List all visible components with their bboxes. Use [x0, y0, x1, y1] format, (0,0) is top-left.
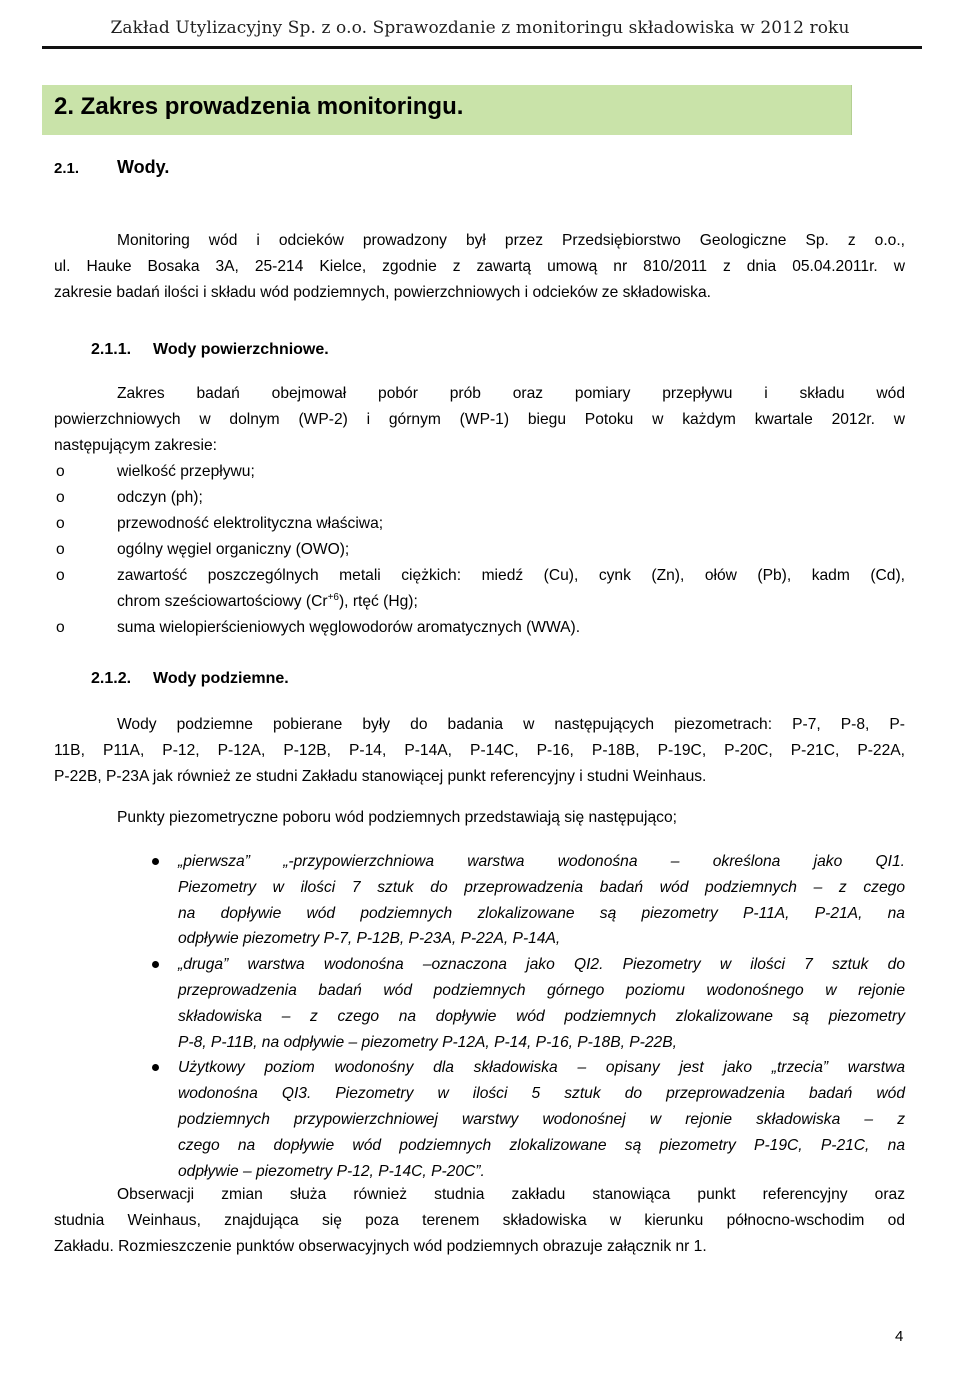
- bullet-line: wodonośna QI3. Piezometry w ilości 5 sztuk do przeprowadzenia badań wód: [178, 1085, 905, 1103]
- piezometer-intro: [54, 805, 905, 831]
- list-marker: o: [56, 489, 65, 506]
- bullet-line: Piezometry w ilości 7 sztuk do przeprowadzenia badań wód podziemnych – z czego: [178, 878, 905, 896]
- header-rule: [42, 46, 922, 49]
- list-marker: o: [56, 567, 65, 584]
- paragraph-line: Punkty piezometryczne poboru wód podziemnych przedstawiają się następująco;: [117, 809, 677, 826]
- list-item-text: zawartość poszczególnych metali ciężkich: miedź (Cu), cynk (Zn), ołów (Pb), kadm (Cd),: [117, 567, 905, 584]
- bullet-icon: [152, 858, 159, 865]
- subsection-number: 2.1.2.: [91, 670, 132, 687]
- list-marker: o: [56, 463, 65, 480]
- subsection-title: Wody powierzchniowe.: [153, 341, 329, 358]
- subsection-title: Wody podziemne.: [153, 670, 289, 687]
- bullet-line: podziemnych przypowierzchniowej warstwy wodonośnej w rejonie składowiska – z: [178, 1110, 905, 1128]
- paragraph-line: zakresie badań ilości i składu wód podziemnych, powierzchniowych i odcieków ze składowiska.: [54, 284, 711, 301]
- list-marker: o: [56, 619, 65, 636]
- bullet-item: [54, 849, 905, 952]
- paragraph-line: P-22B, P-23A jak również ze studni Zakładu stanowiącej punkt referencyjny i studni Weinhaus.: [54, 768, 707, 785]
- bullet-line: odpływie – piezometry P-12, P-14C, P-20C”.: [178, 1162, 485, 1180]
- paragraph-line: Obserwacji zmian służa również studnia zakładu stanowiąca punkt referencyjny oraz: [117, 1186, 905, 1203]
- bullet-icon: [152, 1064, 159, 1071]
- subsection-heading-2-1-2: [91, 670, 289, 688]
- list-item: [54, 563, 905, 615]
- paragraph-line: Monitoring wód i odcieków prowadzony był przez Przedsiębiorstwo Geologiczne Sp. z o.o.,: [117, 232, 905, 249]
- bullet-line: „druga” warstwa wodonośna –oznaczona jako QI2. Piezometry w ilości 7 sztuk do: [178, 956, 905, 974]
- bullet-line: przeprowadzenia badań wód podziemnych górnego poziomu wodonośnego w rejonie: [178, 981, 905, 999]
- measurement-list: [54, 459, 905, 641]
- superscript: +6: [327, 592, 339, 603]
- bullet-item: [54, 952, 905, 1055]
- bullet-line: składowiska – z czego na dopływie wód podziemnych zlokalizowane są piezometry: [178, 1007, 905, 1025]
- paragraph-line: następującym zakresie:: [54, 437, 217, 454]
- paragraph-line: powierzchniowych w dolnym (WP-2) i górnym (WP-1) biegu Potoku w każdym kwartale 2012r. w: [54, 411, 905, 428]
- bullet-line: „pierwsza” „-przypowierzchniowa warstwa wodonośna – określona jako QI1.: [178, 853, 905, 870]
- paragraph-line: Zakres badań obejmował pobór prób oraz pomiary przepływu i składu wód: [117, 385, 905, 402]
- list-item-text: przewodność elektrolityczna właściwa;: [117, 515, 384, 532]
- bullet-line: na dopływie wód podziemnych zlokalizowane są piezometry P-11A, P-21A, na: [178, 904, 905, 922]
- bullet-line: P-8, P-11B, na odpływie – piezometry P-12A, P-14, P-16, P-18B, P-22B,: [178, 1033, 677, 1051]
- bullet-line: czego na dopływie wód podziemnych zlokalizowane są piezometry P-19C, P-21C, na: [178, 1136, 905, 1154]
- subsection-number: 2.1.1.: [91, 341, 132, 358]
- subsection-heading-2-1-1: [91, 341, 329, 359]
- list-item: [54, 485, 905, 511]
- bullet-item: [54, 1055, 905, 1184]
- list-item: [54, 511, 905, 537]
- page-number: 4: [895, 1328, 904, 1345]
- list-item: [54, 537, 905, 563]
- aquifer-list: [54, 849, 905, 1184]
- observation-paragraph: [54, 1182, 905, 1260]
- metal-text: ), rtęć (Hg);: [338, 593, 418, 610]
- paragraph-line: studnia Weinhaus, znajdująca się poza terenem składowiska w kierunku północno-wschodim od: [54, 1212, 905, 1229]
- list-item-text: ogólny węgiel organiczny (OWO);: [117, 541, 350, 558]
- list-item-text: odczyn (ph);: [117, 489, 203, 506]
- running-header: Zakład Utylizacyjny Sp. z o.o. Sprawozdanie z monitoringu składowiska w 2012 roku: [110, 18, 850, 38]
- paragraph-line: ul. Hauke Bosaka 3A, 25-214 Kielce, zgodnie z zawartą umową nr 810/2011 z dnia 05.04.2011r. w: [54, 258, 905, 275]
- list-marker: o: [56, 541, 65, 558]
- list-item-text: [117, 589, 905, 615]
- bullet-line: odpływie piezometry P-7, P-12B, P-23A, P-22A, P-14A,: [178, 930, 561, 948]
- paragraph-line: Zakładu. Rozmieszczenie punktów obserwacyjnych wód podziemnych obrazuje załącznik nr 1.: [54, 1238, 707, 1255]
- subsection-number: 2.1.: [54, 160, 80, 177]
- list-item: [54, 459, 905, 485]
- subsection-title: Wody.: [117, 157, 170, 177]
- intro-paragraph: [54, 228, 905, 306]
- groundwater-paragraph: [54, 712, 905, 790]
- paragraph-line: 11B, P11A, P-12, P-12A, P-12B, P-14, P-14A, P-14C, P-16, P-18B, P-19C, P-20C, P-21C, P-22A,: [54, 742, 905, 759]
- list-item: [54, 615, 905, 641]
- section-heading: 2. Zakres prowadzenia monitoringu.: [42, 85, 852, 135]
- list-marker: o: [56, 515, 65, 532]
- paragraph-line: Wody podziemne pobierane były do badania w następujących piezometrach: P-7, P-8, P-: [117, 716, 905, 733]
- surface-water-paragraph: [54, 381, 905, 459]
- list-item-text: wielkość przepływu;: [117, 463, 255, 480]
- bullet-icon: [152, 961, 159, 968]
- list-item-text: suma wielopierścieniowych węglowodorów aromatycznych (WWA).: [117, 619, 581, 636]
- bullet-line: Użytkowy poziom wodonośny dla składowiska – opisany jest jako „trzecia” warstwa: [178, 1059, 905, 1077]
- metal-text: chrom sześciowartościowy (Cr: [117, 593, 328, 610]
